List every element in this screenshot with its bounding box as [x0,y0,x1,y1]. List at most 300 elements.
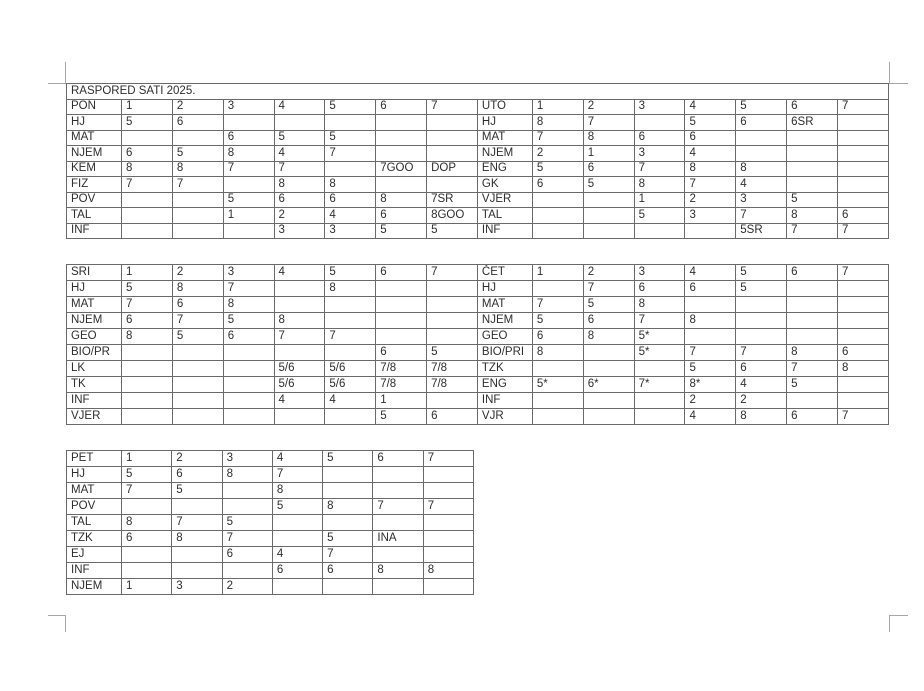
value-cell [325,297,376,313]
period-header-cell: 4 [685,99,736,115]
value-cell [532,281,583,297]
value-cell [685,297,736,313]
value-cell: 2 [274,208,325,224]
value-cell: 7 [685,345,736,361]
subject-cell: TAL [477,208,532,224]
value-cell: 5 [787,377,838,393]
value-cell: 8 [837,361,888,377]
period-header-cell: 1 [532,265,583,281]
value-cell: 8 [685,161,736,177]
value-cell [122,223,173,239]
subject-cell: MAT [67,130,122,146]
period-header-cell: 7 [837,265,888,281]
value-cell [172,547,222,563]
table-row [67,361,889,377]
value-cell [427,281,478,297]
value-cell: 8 [272,483,322,499]
value-cell: 8 [172,531,222,547]
value-cell [634,409,685,425]
value-cell [583,409,634,425]
value-cell [222,563,272,579]
value-cell: 5 [122,467,172,483]
value-cell: 5 [532,313,583,329]
period-header-cell: 7 [837,99,888,115]
period-header-cell: 3 [634,265,685,281]
value-cell: 7 [122,483,172,499]
value-cell: 7 [373,499,423,515]
value-cell: 5 [583,177,634,193]
value-cell [787,297,838,313]
value-cell: 5 [376,409,427,425]
value-cell [427,297,478,313]
value-cell [532,409,583,425]
table-row [67,393,889,409]
value-cell: 6 [274,192,325,208]
table-row [67,377,889,393]
value-cell [583,393,634,409]
value-cell: 5 [736,281,787,297]
value-cell: 4 [736,177,787,193]
value-cell [532,223,583,239]
value-cell [373,547,423,563]
value-cell: INA [373,531,423,547]
value-cell [122,563,172,579]
value-cell [373,515,423,531]
value-cell: 6 [223,130,274,146]
value-cell [323,483,373,499]
value-cell: 7 [532,297,583,313]
table-row [67,130,889,146]
day-cell: PET [67,451,122,467]
value-cell: 5/6 [325,377,376,393]
value-cell: 2 [685,393,736,409]
value-cell [583,361,634,377]
value-cell [274,345,325,361]
value-cell: 3 [736,192,787,208]
subject-cell: HJ [67,281,122,297]
value-cell: 3 [325,223,376,239]
value-cell: 7 [223,281,274,297]
subject-cell: NJEM [67,313,122,329]
value-cell [787,281,838,297]
value-cell: 7 [837,223,888,239]
subject-cell: VJR [477,409,532,425]
value-cell [172,223,223,239]
value-cell: 4 [685,409,736,425]
value-cell: 7 [172,515,222,531]
value-cell: 6 [272,563,322,579]
value-cell: 7 [223,161,274,177]
value-cell [223,115,274,131]
value-cell [274,115,325,131]
period-header-cell: 1 [122,451,172,467]
value-cell [634,115,685,131]
value-cell [787,130,838,146]
value-cell [736,130,787,146]
value-cell: 8 [583,329,634,345]
value-cell [837,329,888,345]
value-cell: 5SR [736,223,787,239]
value-cell: 7 [274,161,325,177]
value-cell [323,467,373,483]
value-cell [423,483,473,499]
value-cell [172,499,222,515]
subject-cell: LK [67,361,122,377]
value-cell [837,393,888,409]
value-cell [274,297,325,313]
value-cell [423,531,473,547]
value-cell: 6SR [787,115,838,131]
day-cell: SRI [67,265,122,281]
subject-cell: MAT [477,130,532,146]
value-cell: 6 [837,345,888,361]
value-cell [222,499,272,515]
period-header-cell: 7 [427,99,478,115]
value-cell: 5 [532,161,583,177]
value-cell [685,223,736,239]
period-header-cell: 5 [736,99,787,115]
value-cell: 5* [532,377,583,393]
value-cell [376,177,427,193]
subject-cell: TZK [477,361,532,377]
table-row [67,161,889,177]
crop-mark-bottom-left [48,615,66,632]
value-cell [837,146,888,162]
value-cell [376,130,427,146]
value-cell: 8 [223,297,274,313]
value-cell [583,345,634,361]
value-cell [427,329,478,345]
value-cell [837,115,888,131]
day-cell: ČET [477,265,532,281]
value-cell: 7/8 [427,361,478,377]
period-header-cell: 6 [373,451,423,467]
value-cell [325,161,376,177]
value-cell: 3 [274,223,325,239]
table-row [67,409,889,425]
value-cell: 5 [685,361,736,377]
value-cell: 6 [172,115,223,131]
value-cell: 5 [427,345,478,361]
value-cell [122,499,172,515]
value-cell [223,409,274,425]
period-header-cell: 4 [685,265,736,281]
period-header-cell: 7 [423,451,473,467]
value-cell: 4 [274,146,325,162]
value-cell [122,208,173,224]
value-cell: 6 [172,467,222,483]
value-cell: 5 [272,499,322,515]
value-cell [423,467,473,483]
value-cell: 6 [685,130,736,146]
value-cell: 2 [736,393,787,409]
value-cell [427,115,478,131]
value-cell: 5 [323,531,373,547]
value-cell [373,483,423,499]
period-header-cell: 5 [325,265,376,281]
value-cell: 7 [274,329,325,345]
value-cell [122,393,173,409]
value-cell [787,313,838,329]
value-cell: 7 [685,177,736,193]
value-cell [376,115,427,131]
value-cell [223,345,274,361]
value-cell: 5 [376,223,427,239]
value-cell [837,177,888,193]
value-cell [787,161,838,177]
value-cell: 6 [122,531,172,547]
value-cell: 5* [634,329,685,345]
value-cell: 8 [423,563,473,579]
subject-cell: INF [67,223,122,239]
value-cell: 8 [122,329,173,345]
value-cell [583,223,634,239]
value-cell: 3 [634,146,685,162]
value-cell [634,361,685,377]
value-cell: 8 [274,313,325,329]
period-header-cell: 2 [583,265,634,281]
value-cell: 7 [787,223,838,239]
value-cell [172,563,222,579]
value-cell: 4 [274,393,325,409]
subject-cell: MAT [67,483,122,499]
timetable-top [66,83,889,239]
subject-cell: HJ [67,115,122,131]
period-header-cell: 2 [172,265,223,281]
subject-cell: INF [477,223,532,239]
subject-cell: MAT [67,297,122,313]
value-cell: 7 [787,361,838,377]
table-row [67,146,889,162]
value-cell [172,393,223,409]
subject-cell: HJ [67,467,122,483]
value-cell: 7/8 [427,377,478,393]
subject-cell: NJEM [67,146,122,162]
value-cell: 6 [736,361,787,377]
value-cell [376,146,427,162]
value-cell: 5/6 [274,377,325,393]
value-cell: 8 [122,161,173,177]
subject-cell: NJEM [477,146,532,162]
day-cell: PON [67,99,122,115]
value-cell: 5/6 [274,361,325,377]
value-cell: 8 [736,409,787,425]
subject-cell: BIO/PRI [477,345,532,361]
value-cell: 6 [376,208,427,224]
crop-mark-bottom-right [889,615,908,632]
value-cell [427,393,478,409]
table-row [67,531,474,547]
table-row [67,177,889,193]
value-cell: 8 [634,177,685,193]
period-header-cell: 3 [223,99,274,115]
subject-cell: POV [67,499,122,515]
table-row [67,483,474,499]
value-cell [325,345,376,361]
value-cell: 4 [736,377,787,393]
table-row [67,208,889,224]
value-cell: 5/6 [325,361,376,377]
value-cell [583,208,634,224]
value-cell [172,345,223,361]
value-cell [427,177,478,193]
subject-cell: HJ [477,115,532,131]
value-cell [172,361,223,377]
value-cell: 4 [685,146,736,162]
table-row [67,329,889,345]
subject-cell: KEM [67,161,122,177]
value-cell: 6 [685,281,736,297]
table-row [67,579,474,595]
subject-cell: ENG [477,377,532,393]
value-cell: 4 [325,393,376,409]
value-cell: 8GOO [427,208,478,224]
value-cell: 7 [583,115,634,131]
value-cell: 6* [583,377,634,393]
value-cell [223,361,274,377]
value-cell: 7 [736,345,787,361]
value-cell: 5 [325,130,376,146]
value-cell: 5 [634,208,685,224]
value-cell: 5 [172,483,222,499]
value-cell [423,547,473,563]
value-cell: 7 [172,177,223,193]
period-header-cell: 3 [222,451,272,467]
value-cell: 5 [172,329,223,345]
table-row [67,313,889,329]
value-cell: 7 [172,313,223,329]
value-cell: 6 [634,281,685,297]
value-cell: 2 [222,579,272,595]
subject-cell: EJ [67,547,122,563]
value-cell [325,313,376,329]
value-cell: 1 [223,208,274,224]
value-cell: 5 [172,146,223,162]
period-header-cell: 1 [122,265,173,281]
value-cell: 7 [532,130,583,146]
value-cell [223,223,274,239]
value-cell: 8 [274,177,325,193]
value-cell [837,297,888,313]
period-header-cell: 6 [787,99,838,115]
day-cell: UTO [477,99,532,115]
value-cell [172,192,223,208]
value-cell [427,313,478,329]
value-cell [532,361,583,377]
value-cell [172,377,223,393]
value-cell: 6 [736,115,787,131]
table-row [67,281,889,297]
value-cell: 6 [122,313,173,329]
timetable-bottom [66,450,474,595]
value-cell [122,345,173,361]
value-cell: 5 [787,192,838,208]
timetable-middle [66,264,889,425]
table-row [67,467,474,483]
value-cell [122,377,173,393]
value-cell: 4 [272,547,322,563]
value-cell: 6 [583,161,634,177]
value-cell [427,146,478,162]
subject-cell: GEO [67,329,122,345]
value-cell: 7 [325,329,376,345]
value-cell: 6 [837,208,888,224]
value-cell: 6 [222,547,272,563]
value-cell: 7 [634,161,685,177]
table-row [67,297,889,313]
value-cell: 6 [223,329,274,345]
value-cell [272,515,322,531]
subject-cell: HJ [477,281,532,297]
value-cell [122,409,173,425]
value-cell: 3 [172,579,222,595]
value-cell: 6 [323,563,373,579]
subject-cell: TZK [67,531,122,547]
value-cell: 5 [274,130,325,146]
value-cell [272,579,322,595]
value-cell: 7 [736,208,787,224]
value-cell [376,281,427,297]
subject-cell: POV [67,192,122,208]
value-cell [274,281,325,297]
period-header-cell: 6 [787,265,838,281]
crop-mark-top-right [889,62,908,84]
value-cell: 6 [172,297,223,313]
period-header-cell: 2 [172,451,222,467]
subject-cell: VJER [477,192,532,208]
value-cell [837,192,888,208]
value-cell [376,297,427,313]
value-cell: 8* [685,377,736,393]
crop-mark-top-left [48,62,66,84]
period-header-cell: 4 [274,99,325,115]
value-cell: 1 [634,192,685,208]
value-cell [423,579,473,595]
value-cell: 7 [325,146,376,162]
value-cell: 8 [583,130,634,146]
value-cell [736,329,787,345]
period-header-cell: 6 [376,265,427,281]
value-cell [685,329,736,345]
timetable-title: RASPORED SATI 2025. [67,84,889,100]
value-cell [223,393,274,409]
subject-cell: INF [477,393,532,409]
value-cell [532,393,583,409]
period-header-cell: 1 [122,99,173,115]
value-cell: 8 [222,467,272,483]
value-cell [272,531,322,547]
value-cell: 5 [122,115,173,131]
period-header-cell: 5 [736,265,787,281]
value-cell: 8 [172,281,223,297]
value-cell: 1 [583,146,634,162]
value-cell: 3 [685,208,736,224]
value-cell: 7* [634,377,685,393]
value-cell [376,313,427,329]
value-cell: 7 [122,297,173,313]
value-cell: 1 [122,579,172,595]
value-cell: 6 [532,329,583,345]
value-cell: 2 [532,146,583,162]
value-cell [837,377,888,393]
value-cell [837,313,888,329]
value-cell [634,223,685,239]
value-cell: 7 [222,531,272,547]
value-cell [423,515,473,531]
value-cell [787,146,838,162]
value-cell: 7 [122,177,173,193]
value-cell [837,281,888,297]
